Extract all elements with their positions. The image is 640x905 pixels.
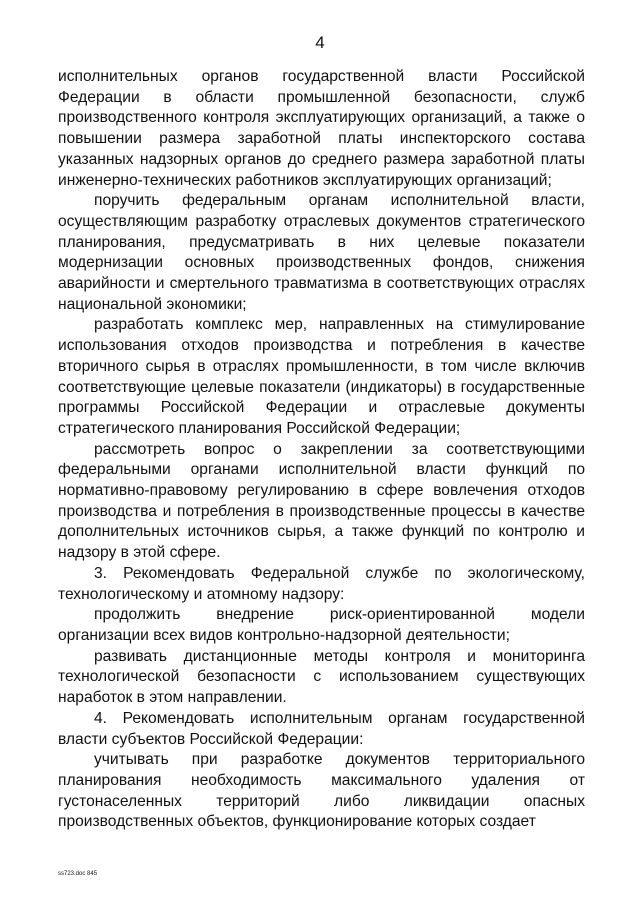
paragraph-1: исполнительных органов государственной власти Российской Федерации в области промышленной безопасности, служб производственного контроля эксплуатирующих организаций, а также о повышении размера заработной платы инспекторского состава указанных надзорных органов до среднего размера заработной платы инженерно-технических работников эксплуатирующих организаций;: [58, 68, 585, 189]
paragraph-9: учитывать при разработке документов территориального планирования необходимость максимального удаления от густонаселенных территорий либо ликвидации опасных производственных объектов, функционирование которых создает: [58, 751, 585, 831]
paragraph-5: 3. Рекомендовать Федеральной службе по экологическому, технологическому и атомному надзору:: [58, 564, 585, 603]
paragraph-3: разработать комплекс мер, направленных на стимулирование использования отходов производства и потребления в качестве вторичного сырья в отраслях промышленности, в том числе включив соответствующие целевые показатели (индикаторы) в государственные программы Российской Федерации и отраслевые документы стратегического планирования Российской Федерации;: [58, 316, 585, 437]
paragraph-7: развивать дистанционные методы контроля и мониторинга технологической безопасности с использованием существующих наработок в этом направлении.: [58, 647, 585, 707]
paragraph-2: поручить федеральным органам исполнительной власти, осуществляющим разработку отраслевых документов стратегического планирования, предусматривать в них целевые показатели модернизации основных производственных фондов, снижения аварийности и смертельного травматизма в соответствующих отраслях национальной экономики;: [58, 192, 585, 313]
page-number: 4: [315, 33, 325, 52]
document-body: [58, 67, 585, 833]
footer-file-reference: ss723.doc 845: [58, 871, 98, 877]
paragraph-4: рассмотреть вопрос о закреплении за соответствующими федеральными органами исполнительной власти функций по нормативно-правовому регулированию в сфере вовлечения отходов производства и потребления в производственные процессы в качестве дополнительных источников сырья, а также функций по контролю и надзору в этой сфере.: [58, 440, 585, 562]
paragraph-6: продолжить внедрение риск-ориентированной модели организации всех видов контрольно-надзорной деятельности;: [58, 606, 585, 644]
paragraph-8: 4. Рекомендовать исполнительным органам государственной власти субъектов Российской Федерации:: [58, 709, 585, 748]
